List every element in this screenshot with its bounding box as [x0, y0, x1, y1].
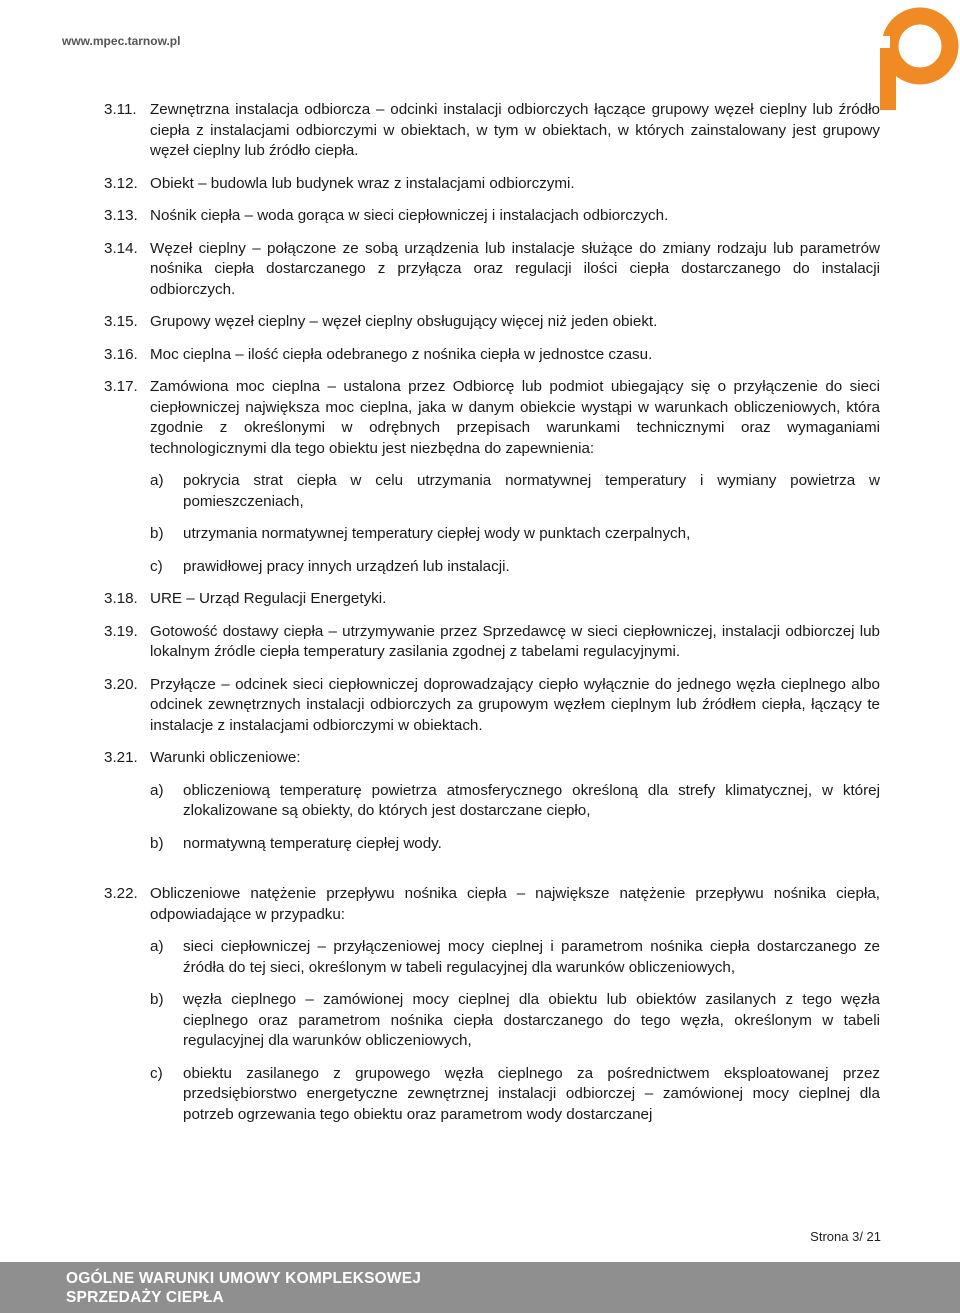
list-text: obiektu zasilanego z grupowego węzła cieplnego za pośrednictwem eksploatowanej przez przedsiębiorstwo energetyczne zewnętrznej instalacji odbiorczej – zamówionej mocy cieplnej dla potrzeb ogrzewania tego obiektu oraz parametrom wody dostarczanej — [183, 1064, 880, 1123]
list-letter: c) — [150, 557, 163, 575]
definition-3-17 — [104, 377, 880, 459]
list-item — [150, 781, 880, 822]
definition-3-18 — [104, 589, 880, 610]
definition-text: Moc cieplna – ilość ciepła odebranego z nośnika ciepła w jednostce czasu. — [150, 345, 653, 363]
list-item — [150, 1064, 880, 1126]
list-letter: a) — [150, 938, 164, 955]
definition-text: URE – Urząd Regulacji Energetyki. — [150, 590, 387, 607]
list-letter: b) — [150, 834, 164, 852]
definition-3-13 — [104, 206, 880, 227]
definition-3-22 — [104, 884, 880, 925]
footer-title-line-1: OGÓLNE WARUNKI UMOWY KOMPLEKSOWEJ — [66, 1270, 422, 1287]
list-text: pokrycia strat ciepła w celu utrzymania normatywnej temperatury i wymiany powietrza w pomieszczeniach, — [183, 472, 880, 510]
definitions-list — [104, 100, 880, 1137]
definition-number: 3.22. — [104, 885, 138, 902]
list-letter: a) — [150, 781, 164, 799]
definition-text: Gotowość dostawy ciepła – utrzymywanie przez Sprzedawcę w sieci ciepłowniczej, instalacji odbiorczej lub lokalnym źródle ciepła temperatury zasilania zgodnej z tabelami regulacyjnymi. — [150, 622, 880, 660]
definition-3-15 — [104, 312, 880, 333]
definition-number: 3.15. — [104, 313, 138, 330]
definition-text: Warunki obliczeniowe: — [150, 749, 301, 766]
definition-number: 3.14. — [104, 239, 138, 257]
list-letter: c) — [150, 1064, 163, 1082]
definition-3-12 — [104, 174, 880, 195]
spacer — [104, 866, 880, 884]
definition-3-21 — [104, 748, 880, 769]
definition-3-20 — [104, 675, 880, 737]
definition-number: 3.11. — [104, 101, 137, 118]
definition-text: Grupowy węzeł cieplny – węzeł cieplny obsługujący więcej niż jeden obiekt. — [150, 313, 658, 330]
definition-3-14 — [104, 239, 880, 301]
list-text: normatywną temperaturę ciepłej wody. — [183, 834, 442, 852]
list-text: obliczeniową temperaturę powietrza atmosferycznego określoną dla strefy klimatycznej, w której zlokalizowane są obiekty, do których jest dostarczane ciepło, — [183, 781, 880, 819]
definition-text: Nośnik ciepła – woda gorąca w sieci ciepłowniczej i instalacjach odbiorczych. — [150, 207, 669, 224]
list-letter: b) — [150, 525, 164, 542]
company-logo-icon — [834, 0, 960, 110]
list-letter: a) — [150, 472, 164, 489]
definition-number: 3.13. — [104, 207, 138, 224]
page-number: Strona 3/ 21 — [810, 1229, 881, 1244]
list-text: utrzymania normatywnej temperatury ciepłej wody w punktach czerpalnych, — [183, 525, 691, 542]
definition-number: 3.20. — [104, 675, 138, 693]
footer-title — [66, 1269, 421, 1307]
list-text: węzła cieplnego – zamówionej mocy cieplnej dla obiektu lub obiektów zasilanych z tego węzła cieplnego oraz parametrom nośnika ciepła dostarczanego do tego węzła, określonym w tabeli regulacyjnej dla warunków obliczeniowych, — [183, 991, 880, 1049]
definition-number: 3.16. — [104, 345, 138, 363]
list-item — [150, 471, 880, 512]
definition-text: Obliczeniowe natężenie przepływu nośnika ciepła – największe natężenie przepływu nośnika ciepła, odpowiadające w przypadku: — [150, 885, 880, 923]
footer-title-line-2: SPRZEDAŻY CIEPŁA — [66, 1289, 224, 1306]
list-item — [150, 557, 880, 578]
definition-text: Zewnętrzna instalacja odbiorcza – odcinki instalacji odbiorczych łączące grupowy węzeł cieplny lub źródło ciepła z instalacjami odbiorczymi w obiektach, w tym w obiektach, w których zainstalowany jest grupowy węzeł cieplny lub źródło ciepła. — [150, 101, 880, 159]
list-item — [150, 524, 880, 545]
definition-3-11 — [104, 100, 880, 162]
list-item — [150, 834, 880, 855]
definition-text: Przyłącze – odcinek sieci ciepłowniczej doprowadzający ciepło wyłącznie do jednego węzła cieplnego albo odcinek zewnętrznych instalacji odbiorczych za grupowym węzłem cieplnym lub źródłem ciepła, łączący te instalacje z instalacjami odbiorczymi w obiektach. — [150, 675, 880, 734]
page-footer — [0, 1262, 960, 1313]
definition-text: Węzeł cieplny – połączone ze sobą urządzenia lub instalacje służące do zmiany rodzaju lub parametrów nośnika ciepła dostarczanego z przyłącza oraz regulacji ilości ciepła dostarczanego do instalacji odbiorczych. — [150, 239, 880, 298]
definition-number: 3.12. — [104, 174, 138, 192]
definition-number: 3.18. — [104, 590, 138, 607]
definition-text: Obiekt – budowla lub budynek wraz z instalacjami odbiorczymi. — [150, 174, 575, 192]
list-item — [150, 990, 880, 1052]
definition-number: 3.21. — [104, 749, 138, 766]
definition-3-19 — [104, 622, 880, 663]
header-url: www.mpec.tarnow.pl — [62, 34, 181, 48]
list-text: prawidłowej pracy innych urządzeń lub instalacji. — [183, 557, 510, 575]
definition-3-16 — [104, 345, 880, 366]
list-text: sieci ciepłowniczej – przyłączeniowej mocy cieplnej i parametrom nośnika ciepła dostarczanego ze źródła do tej sieci, określonym w tabeli regulacyjnej dla warunków obliczeniowych, — [183, 938, 880, 976]
list-item — [150, 937, 880, 978]
definition-text: Zamówiona moc cieplna – ustalona przez Odbiorcę lub podmiot ubiegający się o przyłączenie do sieci ciepłowniczej największa moc cieplna, jaka w danym obiekcie wystąpi w warunkach obliczeniowych, która zgodnie z określonymi w odrębnych przepisach warunkami technicznymi oraz wymaganiami technologicznymi dla tego obiektu jest niezbędna do zapewnienia: — [150, 378, 880, 457]
definition-number: 3.17. — [104, 378, 138, 395]
list-letter: b) — [150, 991, 164, 1008]
definition-number: 3.19. — [104, 622, 138, 640]
